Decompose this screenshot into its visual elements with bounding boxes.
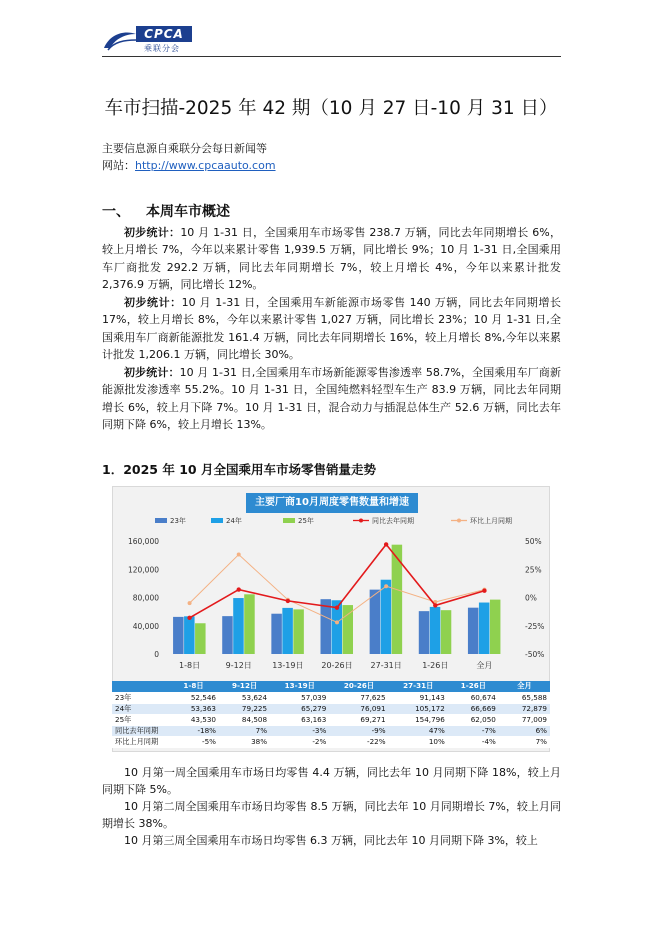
bar-24年 <box>381 580 392 654</box>
x-tick-label: 9-12日 <box>225 661 252 670</box>
table-cell: 76,091 <box>329 703 388 714</box>
table-row-label: 24年 <box>112 703 168 714</box>
bar-24年 <box>184 616 195 654</box>
table-cell: 154,796 <box>389 714 448 725</box>
source-note: 主要信息源自乘联分会每日新闻等 <box>102 142 267 155</box>
table-header: 9-12日 <box>219 681 270 692</box>
table-header: 20-26日 <box>329 681 388 692</box>
table-cell: -4% <box>448 736 499 747</box>
paragraph-text: 10 月 1-31 日，全国乘用车市场零售 238.7 万辆，同比去年同期增长 6%，较上月增长 7%，今年以来累计零售 1,939.5 万辆，同比增长 9%；10 月 1-31 日,全国乘用车厂商批发 292.2 万辆，同比去年同期增长 7%，较上月增长 4%，今年以来累计批发 2,376.9 万辆，同比增长 12%。 <box>102 226 562 292</box>
bar-25年 <box>343 605 354 654</box>
x-tick-label: 全月 <box>476 661 493 670</box>
legend-swatch <box>211 518 223 523</box>
bar-24年 <box>479 603 490 654</box>
table-cell: 60,674 <box>448 692 499 703</box>
line-point-环比上月同期 <box>335 620 339 624</box>
header-divider <box>102 56 561 57</box>
line-point-同比去年同期 <box>237 587 241 591</box>
legend-label: 24年 <box>226 517 242 525</box>
table-corner-cell <box>112 681 168 692</box>
section-number: 一、 <box>102 204 130 220</box>
table-cell: -18% <box>168 725 219 736</box>
overview-paragraph-2 <box>102 294 561 364</box>
y2-tick-label: 50% <box>525 537 542 546</box>
bar-24年 <box>430 607 441 654</box>
legend-label: 25年 <box>298 517 314 525</box>
document-title: 车市扫描-2025 年 42 期（10 月 27 日-10 月 31 日） <box>104 98 558 119</box>
legend-swatch <box>283 518 295 523</box>
website-link[interactable]: http://www.cpcaauto.com <box>135 159 276 172</box>
table-row <box>112 736 550 747</box>
bar-25年 <box>490 600 501 654</box>
table-header: 13-19日 <box>270 681 329 692</box>
line-point-同比去年同期 <box>482 589 486 593</box>
table-cell: 65,588 <box>499 692 550 703</box>
bar-23年 <box>222 616 233 654</box>
overview-paragraph-3 <box>102 364 561 434</box>
legend-label: 环比上月同期 <box>470 517 512 525</box>
legend-label: 23年 <box>170 517 186 525</box>
table-cell: 38% <box>219 736 270 747</box>
y-tick-label: 0 <box>154 650 159 659</box>
chart-data-table <box>112 681 550 748</box>
logo-subtitle: 乘联分会 <box>144 44 180 53</box>
table-row <box>112 692 550 703</box>
x-tick-label: 13-19日 <box>272 661 304 670</box>
bar-25年 <box>441 610 452 654</box>
table-cell: 91,143 <box>389 692 448 703</box>
table-header: 全月 <box>499 681 550 692</box>
bar-25年 <box>293 609 304 654</box>
x-tick-label: 1-26日 <box>422 661 449 670</box>
y2-tick-label: -50% <box>525 650 545 659</box>
table-row-label: 环比上月同期 <box>112 736 168 747</box>
section-title: 本周车市概述 <box>146 204 230 220</box>
table-cell: 7% <box>219 725 270 736</box>
line-point-同比去年同期 <box>187 616 191 620</box>
table-cell: 57,039 <box>270 692 329 703</box>
line-point-同比去年同期 <box>335 605 339 609</box>
table-cell: 62,050 <box>448 714 499 725</box>
bar-23年 <box>468 608 479 654</box>
section-heading <box>102 201 230 221</box>
table-cell: 77,009 <box>499 714 550 725</box>
table-cell: 10% <box>389 736 448 747</box>
table-cell: 53,363 <box>168 703 219 714</box>
table-cell: -22% <box>329 736 388 747</box>
logo-swoosh-icon <box>102 28 138 52</box>
paragraph-lead: 初步统计： <box>124 296 182 309</box>
weekly-paragraph-1: 10 月第一周全国乘用车市场日均零售 4.4 万辆，同比去年 10 月同期下降 18%，较上月同期下降 5%。 <box>102 766 561 796</box>
website-line <box>102 157 276 173</box>
bar-25年 <box>195 623 206 654</box>
y2-tick-label: -25% <box>525 621 545 631</box>
bar-25年 <box>244 594 255 654</box>
y2-tick-label: 0% <box>525 593 537 603</box>
y-tick-label: 120,000 <box>127 565 159 575</box>
table-header: 1-26日 <box>448 681 499 692</box>
table-cell: -5% <box>168 736 219 747</box>
line-point-环比上月同期 <box>237 553 241 557</box>
line-point-同比去年同期 <box>433 603 437 607</box>
line-point-同比去年同期 <box>286 599 290 603</box>
table-row-label: 25年 <box>112 714 168 725</box>
legend-marker <box>457 519 461 523</box>
table-header-row <box>112 681 550 692</box>
table-row <box>112 703 550 714</box>
logo-brand: CPCA <box>136 26 192 42</box>
y-tick-label: 80,000 <box>132 593 159 603</box>
legend-marker <box>359 519 363 523</box>
overview-paragraph-1 <box>102 224 561 294</box>
table-cell: 63,163 <box>270 714 329 725</box>
bar-24年 <box>233 598 244 654</box>
bar-23年 <box>173 617 184 654</box>
y2-tick-label: 25% <box>525 565 542 575</box>
line-point-同比去年同期 <box>384 542 388 546</box>
table-cell: 6% <box>499 725 550 736</box>
table-cell: 72,879 <box>499 703 550 714</box>
table-cell: -2% <box>270 736 329 747</box>
table-cell: 53,624 <box>219 692 270 703</box>
paragraph-lead: 初步统计： <box>124 226 181 239</box>
table-cell: 105,172 <box>389 703 448 714</box>
table-cell: 84,508 <box>219 714 270 725</box>
table-row-label: 23年 <box>112 692 168 703</box>
legend-label: 同比去年同期 <box>372 517 414 525</box>
table-row <box>112 714 550 725</box>
chart-title: 主要厂商10月周度零售数量和增速 <box>246 493 418 513</box>
cpca-logo <box>102 24 202 54</box>
legend-swatch <box>155 518 167 523</box>
line-point-环比上月同期 <box>384 584 388 588</box>
table-row <box>112 725 550 736</box>
table-cell: 69,271 <box>329 714 388 725</box>
table-cell: -9% <box>329 725 388 736</box>
x-tick-label: 27-31日 <box>370 661 402 670</box>
paragraph-lead: 初步统计： <box>124 366 180 379</box>
table-cell: 47% <box>389 725 448 736</box>
table-cell: 65,279 <box>270 703 329 714</box>
x-tick-label: 1-8日 <box>179 661 201 670</box>
subsection-heading: 1．2025 年 10 月全国乘用车市场零售销量走势 <box>102 462 376 477</box>
table-cell: 77,625 <box>329 692 388 703</box>
bar-23年 <box>419 611 430 654</box>
table-cell: 52,546 <box>168 692 219 703</box>
website-label: 网站： <box>102 159 135 172</box>
paragraph-text: 10 月 1-31 日,全国乘用车市场新能源零售渗透率 58.7%，全国乘用车厂商新能源批发渗透率 55.2%。10 月 1-31 日，全国纯燃料轻型车生产 83.9 万辆，同比去年同期增长 6%，较上月下降 7%。10 月 1-31 日，混合动力与插混总体生产 52.6 万辆，同比去年同期下降 6%，较上月增长 13%。 <box>102 366 561 432</box>
x-tick-label: 20-26日 <box>321 661 353 670</box>
weekly-paragraph-3: 10 月第三周全国乘用车市场日均零售 6.3 万辆，同比去年 10 月同期下降 3%，较上 <box>124 834 538 847</box>
table-header: 1-8日 <box>168 681 219 692</box>
bar-23年 <box>370 590 381 654</box>
bar-23年 <box>271 614 282 654</box>
table-cell: 79,225 <box>219 703 270 714</box>
table-header: 27-31日 <box>389 681 448 692</box>
table-cell: 43,530 <box>168 714 219 725</box>
table-row-label: 同比去年同期 <box>112 725 168 736</box>
table-cell: 66,669 <box>448 703 499 714</box>
y-tick-label: 160,000 <box>127 537 159 546</box>
table-cell: -3% <box>270 725 329 736</box>
paragraph-text: 10 月 1-31 日，全国乘用车新能源市场零售 140 万辆，同比去年同期增长 17%，较上月增长 8%，今年以来累计零售 1,027 万辆，同比增长 23%；10 月 1-31 日,全国乘用车厂商新能源批发 161.4 万辆，同比去年同期增长 16%，较上月增长 8%,今年以来累计批发 1,206.1 万辆，同比增长 30%。 <box>102 296 561 362</box>
bar-24年 <box>282 608 293 654</box>
table-cell: 7% <box>499 736 550 747</box>
weekly-paragraph-2: 10 月第二周全国乘用车市场日均零售 8.5 万辆，同比去年 10 月同期增长 7%，较上月同期增长 38%。 <box>102 800 561 830</box>
line-point-环比上月同期 <box>188 601 192 605</box>
y-tick-label: 40,000 <box>132 621 159 631</box>
table-cell: -7% <box>448 725 499 736</box>
chart-canvas <box>113 487 551 683</box>
